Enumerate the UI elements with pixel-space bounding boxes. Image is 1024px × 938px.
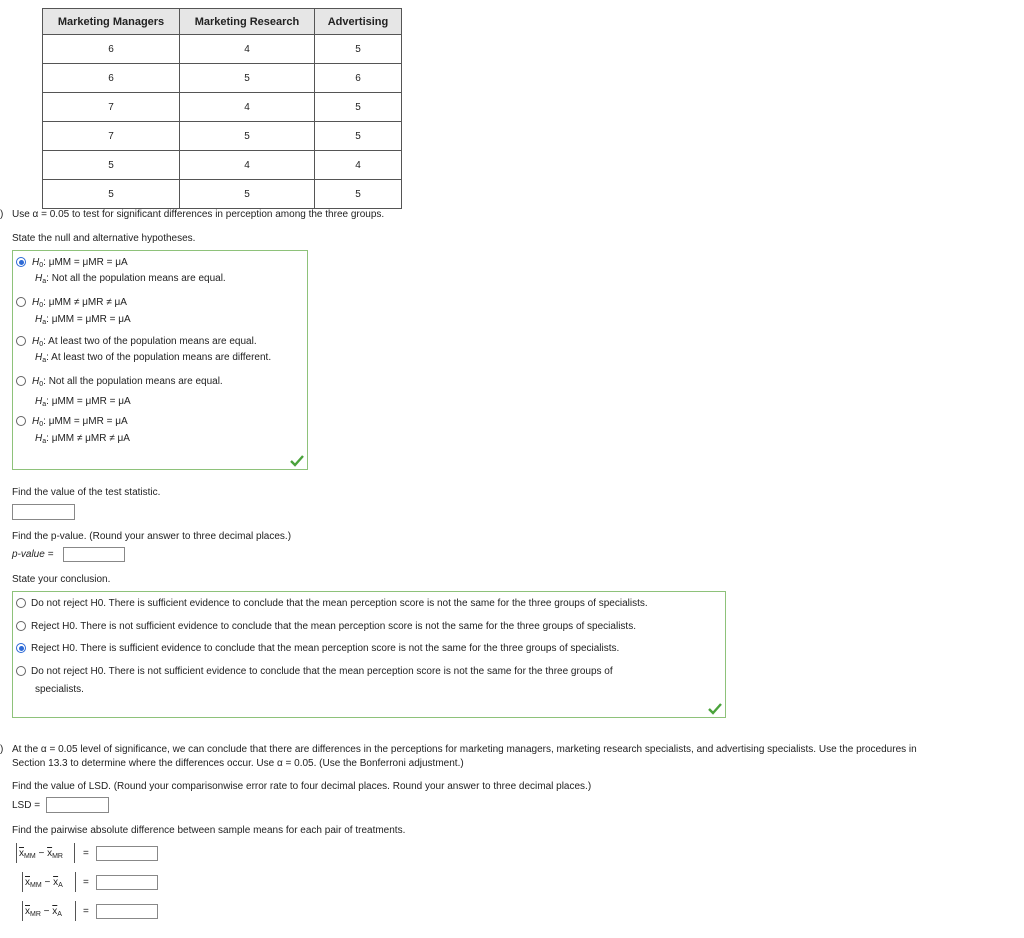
pvalue-label: p-value = bbox=[12, 549, 54, 560]
conclusion-option-1-radio[interactable] bbox=[16, 598, 26, 608]
abs-bar-left bbox=[22, 901, 23, 921]
equals-sign: = bbox=[83, 877, 89, 888]
pair-3-input[interactable] bbox=[96, 904, 158, 919]
option-3-h0: $H_0$: At least two of the population means are equal. bbox=[32, 336, 257, 348]
table-cell: 5 bbox=[43, 151, 180, 180]
equals-sign: = bbox=[83, 848, 89, 859]
data-table bbox=[42, 8, 402, 209]
state-hypotheses-label: State the null and alternative hypotheses. bbox=[12, 233, 196, 244]
table-row bbox=[43, 64, 402, 93]
conclusion-option-3-radio[interactable] bbox=[16, 643, 26, 653]
option-5-h0: $H_0$: μMM = μMR = μA bbox=[32, 416, 128, 428]
table-cell: 5 bbox=[43, 180, 180, 209]
conclusion-label: State your conclusion. bbox=[12, 574, 111, 585]
table-cell: 5 bbox=[315, 35, 402, 64]
pvalue-question: Find the p-value. (Round your answer to three decimal places.) bbox=[12, 531, 292, 542]
table-cell: 7 bbox=[43, 93, 180, 122]
pair-2-expression: $\overline{x}_{MM} - \overline{x}_A$ bbox=[25, 877, 63, 889]
table-cell: 5 bbox=[315, 180, 402, 209]
table-row bbox=[43, 122, 402, 151]
test-stat-label: Find the value of the test statistic. bbox=[12, 487, 161, 498]
option-4-ha-text: : μMM = μMR = μA bbox=[46, 396, 131, 407]
lsd-input[interactable] bbox=[46, 797, 109, 813]
table-cell: 6 bbox=[315, 64, 402, 93]
conclusion-option-4-radio[interactable] bbox=[16, 666, 26, 676]
option-1-h0: $H_0$: μMM = μMR = μA bbox=[32, 257, 128, 269]
correct-check-icon bbox=[290, 455, 304, 467]
pvalue-input[interactable] bbox=[63, 547, 125, 562]
abs-bar-right bbox=[75, 872, 76, 892]
option-1-ha-text: : Not all the population means are equal. bbox=[46, 273, 226, 284]
pair-2-b: A bbox=[58, 882, 63, 889]
lsd-question: Find the value of LSD. (Round your comparisonwise error rate to four decimal places. Round your answer to three decimal places.) bbox=[12, 781, 592, 792]
option-2-h0: $H_0$: μMM ≠ μMR ≠ μA bbox=[32, 297, 127, 309]
hypothesis-option-1-radio[interactable] bbox=[16, 257, 26, 267]
pair-2-a: MM bbox=[30, 882, 42, 889]
table-row bbox=[43, 151, 402, 180]
conclusion-option-1-text: Do not reject H0. There is sufficient evidence to conclude that the mean perception score is not the same for the three groups of specialists. bbox=[31, 598, 648, 609]
option-4-h0-text: : Not all the population means are equal. bbox=[43, 376, 223, 387]
col-header-marketing-research: Marketing Research bbox=[180, 9, 315, 35]
pair-3-a: MR bbox=[30, 911, 41, 918]
pair-3-expression: $\overline{x}_{MR} - \overline{x}_A$ bbox=[25, 906, 62, 918]
pairwise-question: Find the pairwise absolute difference between sample means for each pair of treatments. bbox=[12, 825, 406, 836]
option-2-h0-text: : μMM ≠ μMR ≠ μA bbox=[43, 297, 127, 308]
option-5-ha: $H_a$: μMM ≠ μMR ≠ μA bbox=[35, 433, 130, 445]
option-1-ha: $H_a$: Not all the population means are equal. bbox=[35, 273, 226, 285]
abs-bar-right bbox=[74, 843, 75, 863]
table-cell: 5 bbox=[180, 122, 315, 151]
part-marker: ) bbox=[0, 744, 4, 755]
conclusion-option-2-radio[interactable] bbox=[16, 621, 26, 631]
question-text: Use α = 0.05 to test for significant differences in perception among the three groups. bbox=[12, 209, 385, 220]
option-4-h0: $H_0$: Not all the population means are equal. bbox=[32, 376, 223, 388]
table-cell: 5 bbox=[315, 93, 402, 122]
conclusion-option-2-text: Reject H0. There is not sufficient evidence to conclude that the mean perception score is not the same for the three groups of specialists. bbox=[31, 621, 636, 632]
table-row bbox=[43, 35, 402, 64]
table-cell: 4 bbox=[180, 35, 315, 64]
abs-bar-left bbox=[16, 843, 17, 863]
pair-1-input[interactable] bbox=[96, 846, 158, 861]
hypothesis-option-4-radio[interactable] bbox=[16, 376, 26, 386]
conclusion-option-4-text: Do not reject H0. There is not sufficient evidence to conclude that the mean perception score is not the same for the three groups of bbox=[31, 666, 613, 677]
part-d-intro-2: Section 13.3 to determine where the differences occur. Use α = 0.05. (Use the Bonferroni adjustment.) bbox=[12, 758, 464, 769]
table-cell: 4 bbox=[180, 151, 315, 180]
abs-bar-left bbox=[22, 872, 23, 892]
hypothesis-option-5-radio[interactable] bbox=[16, 416, 26, 426]
table-cell: 6 bbox=[43, 35, 180, 64]
pair-1-expression: $\overline{x}_{MM} - \overline{x}_{MR}$ bbox=[19, 848, 63, 860]
part-marker: ) bbox=[0, 209, 4, 220]
hypothesis-option-2-radio[interactable] bbox=[16, 297, 26, 307]
test-statistic-input[interactable] bbox=[12, 504, 75, 520]
option-5-h0-text: : μMM = μMR = μA bbox=[43, 416, 128, 427]
option-5-ha-text: : μMM ≠ μMR ≠ μA bbox=[46, 433, 130, 444]
option-3-h0-text: : At least two of the population means are equal. bbox=[43, 336, 257, 347]
pair-3-b: A bbox=[57, 911, 62, 918]
table-cell: 4 bbox=[315, 151, 402, 180]
table-cell: 5 bbox=[315, 122, 402, 151]
option-2-ha: $H_a$: μMM = μMR = μA bbox=[35, 314, 131, 326]
conclusion-option-3-text: Reject H0. There is sufficient evidence to conclude that the mean perception score is not the same for the three groups of specialists. bbox=[31, 643, 620, 654]
table-cell: 4 bbox=[180, 93, 315, 122]
table-row bbox=[43, 93, 402, 122]
part-d-intro-1: At the α = 0.05 level of significance, we can conclude that there are differences in the perceptions for marketing managers, marketing research specialists, and advertising specialists. Use the procedures in bbox=[12, 744, 917, 755]
conclusion-answer-box bbox=[12, 591, 726, 718]
table-cell: 5 bbox=[180, 180, 315, 209]
col-header-advertising: Advertising bbox=[315, 9, 402, 35]
pair-1-a: MM bbox=[24, 853, 36, 860]
option-2-ha-text: : μMM = μMR = μA bbox=[46, 314, 131, 325]
table-cell: 6 bbox=[43, 64, 180, 93]
hypothesis-option-3-radio[interactable] bbox=[16, 336, 26, 346]
col-header-marketing-managers: Marketing Managers bbox=[43, 9, 180, 35]
table-row bbox=[43, 180, 402, 209]
table-cell: 7 bbox=[43, 122, 180, 151]
option-3-ha: $H_a$: At least two of the population means are different. bbox=[35, 352, 272, 364]
option-1-h0-text: : μMM = μMR = μA bbox=[43, 257, 128, 268]
abs-bar-right bbox=[75, 901, 76, 921]
option-4-ha: $H_a$: μMM = μMR = μA bbox=[35, 396, 131, 408]
table-cell: 5 bbox=[180, 64, 315, 93]
pair-2-input[interactable] bbox=[96, 875, 158, 890]
equals-sign: = bbox=[83, 906, 89, 917]
lsd-label: LSD = bbox=[12, 800, 41, 811]
correct-check-icon bbox=[708, 703, 722, 715]
pair-1-b: MR bbox=[52, 853, 63, 860]
conclusion-option-4-text-cont: specialists. bbox=[35, 684, 84, 695]
option-3-ha-text: : At least two of the population means are different. bbox=[46, 352, 272, 363]
